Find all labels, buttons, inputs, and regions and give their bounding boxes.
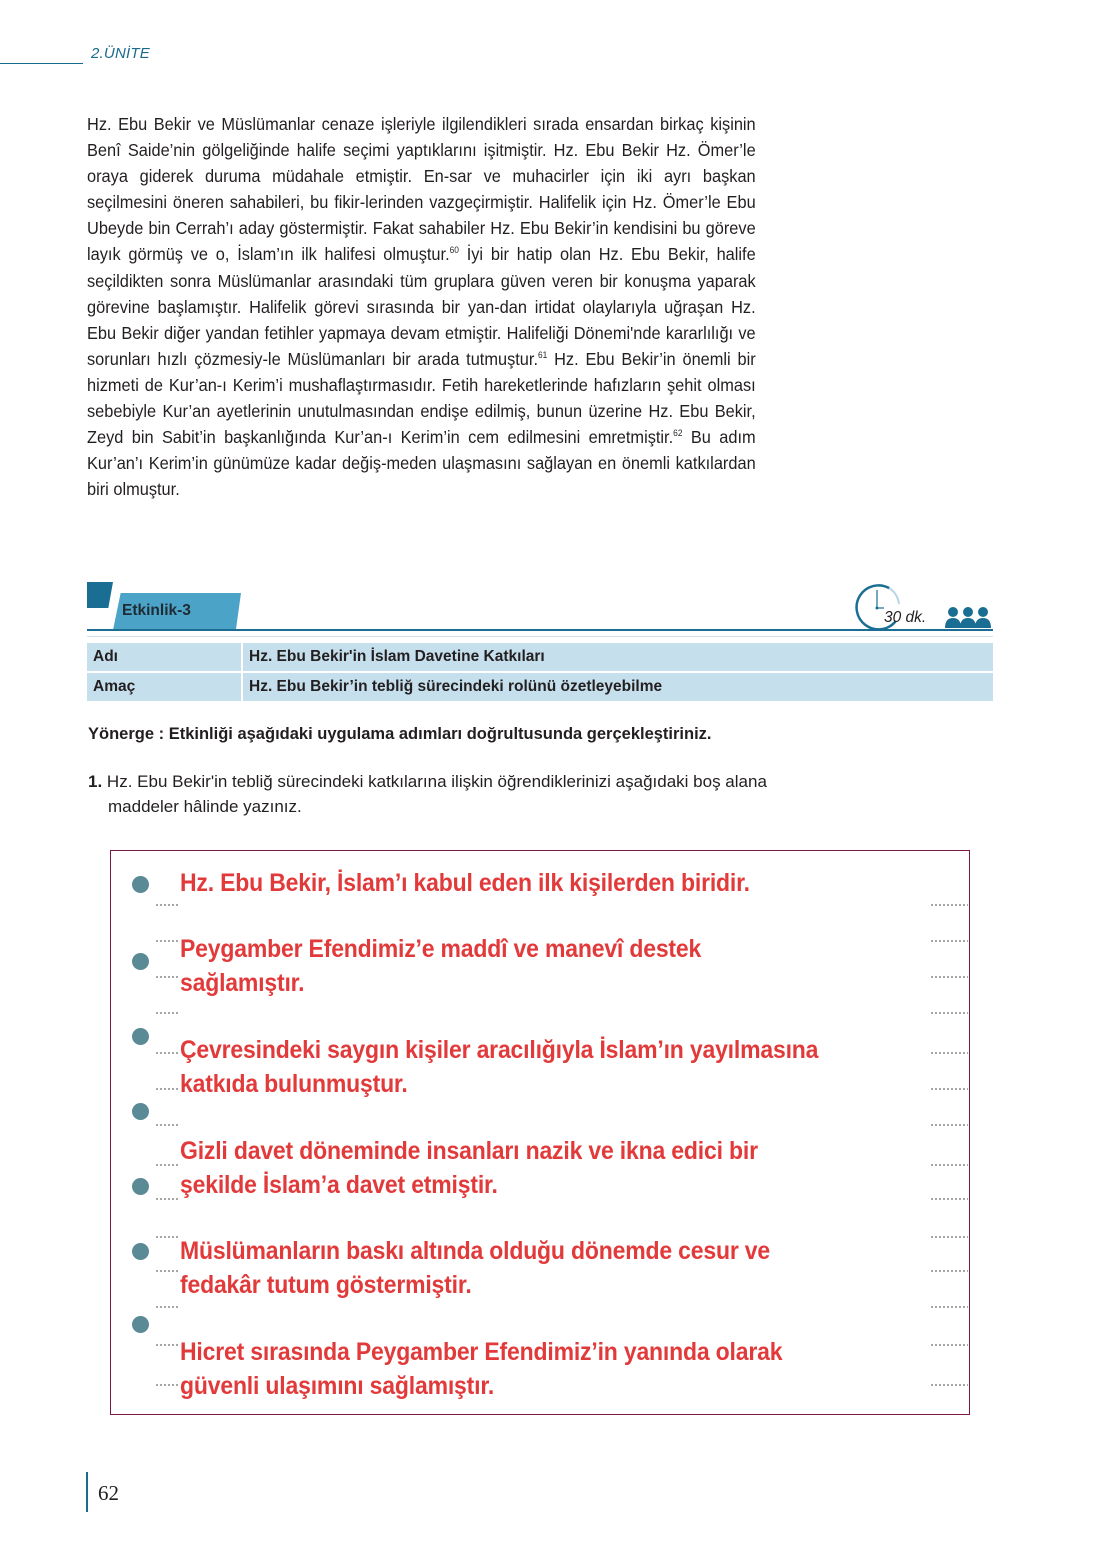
row-label: Amaç xyxy=(87,673,241,701)
answer-line: Müslümanların baskı altında olduğu dönemde cesur ve xyxy=(180,1237,771,1265)
text-line: birkaç kişinin Benî Saide’nin gölgeliğinde halife seçimi yaptıklarını işitmiştir. xyxy=(87,114,756,161)
answer-line: katkıda bulunmuştur. xyxy=(180,1070,408,1098)
unit-label: 2.ÜNİTE xyxy=(91,45,150,62)
text-line: görmüş ve o, İslam’ın ilk halifesi olmuştur. xyxy=(128,244,450,265)
dotted-line xyxy=(930,1088,968,1090)
table-row xyxy=(87,643,993,671)
dotted-line xyxy=(155,1124,179,1126)
dotted-line xyxy=(155,1236,179,1238)
bullet-icon xyxy=(132,953,149,970)
dotted-line xyxy=(155,1052,179,1054)
instruction-label: Yönerge : xyxy=(88,725,165,743)
dotted-line xyxy=(930,1270,968,1272)
step-text: Hz. Ebu Bekir'in tebliğ sürecindeki katkılarına ilişkin öğrendiklerinizi aşağıdaki boş alana xyxy=(106,772,767,791)
page-number: 62 xyxy=(98,1481,119,1505)
instruction-text: Etkinliği aşağıdaki uygulama adımları doğrultusunda gerçekleştiriniz. xyxy=(168,725,712,743)
text-line: halife seçildikten sonra Müslümanlar arasındaki tüm gruplara güven veren xyxy=(87,244,756,291)
answer-line: Gizli davet döneminde insanları nazik ve ikna edici bir xyxy=(180,1137,758,1165)
bullet-icon xyxy=(132,1103,149,1120)
dotted-line xyxy=(155,1344,179,1346)
body-paragraph xyxy=(87,111,756,502)
text-line: lerinden vazgeçirmiştir. Halifelik için Hz. Ömer’le Ebu Ubeyde bin Cerrah’ı xyxy=(87,192,756,239)
dotted-line xyxy=(155,1384,179,1386)
footnote-ref: 60 xyxy=(449,245,459,256)
header-rule xyxy=(0,63,83,64)
step-1 xyxy=(88,769,908,819)
text-line: Bu adım Kur’an’ı Kerim’in günümüze kadar değiş- xyxy=(87,427,756,474)
footnote-ref: 62 xyxy=(673,428,683,439)
answer-line: şekilde İslam’a davet etmiştir. xyxy=(180,1171,498,1199)
activity-marker xyxy=(87,582,113,608)
dotted-line xyxy=(930,1124,968,1126)
dotted-line xyxy=(930,1344,968,1346)
answer-line: sağlamıştır. xyxy=(180,969,305,997)
dotted-line xyxy=(930,1236,968,1238)
bullet-icon xyxy=(132,1243,149,1260)
text-line: Hz. Ebu Bekir’in önemli bir hizmeti xyxy=(87,348,756,395)
dotted-line xyxy=(930,1164,968,1166)
text-line: Hz. Ebu Bekir ve Müslümanlar cenaze işleriyle ilgilendikleri sırada ensardan xyxy=(87,114,654,134)
dotted-line xyxy=(155,940,179,942)
answer-line: güvenli ulaşımını sağlamıştır. xyxy=(180,1372,495,1400)
text-line: aday göstermiştir. Fakat sahabiler Hz. Ebu Bekir’in kendisini bu göreve layık xyxy=(87,218,756,265)
step-number: 1. xyxy=(88,772,103,791)
dotted-line xyxy=(930,1306,968,1308)
dotted-line xyxy=(155,1088,179,1090)
answer-line: Peygamber Efendimiz’e maddî ve manevî destek xyxy=(180,935,702,963)
dotted-line xyxy=(155,976,179,978)
activity-rule-light xyxy=(87,636,993,637)
answer-line: Çevresindeki saygın kişiler aracılığıyla İslam’ın yayılmasına xyxy=(180,1036,819,1064)
dotted-line xyxy=(930,940,968,942)
dotted-line xyxy=(930,904,968,906)
bullet-icon xyxy=(132,1178,149,1195)
text-line: bir konuşma yaparak görevine başlamıştır. Halifelik görevi sırasında bir yan- xyxy=(87,270,756,317)
activity-info-table xyxy=(87,643,993,703)
text-line: edilmesini emretmiştir. xyxy=(507,427,674,448)
dotted-line xyxy=(155,1270,179,1272)
answer-line: fedakâr tutum göstermiştir. xyxy=(180,1271,472,1299)
dotted-line xyxy=(155,1164,179,1166)
text-line: de Kur’an-ı Kerim’i mushaflaştırmasıdır. Fetih hareketlerinde hafızların şehit xyxy=(144,374,702,395)
text-line: meden ulaşmasını sağlayan en önemli katkılardan biri olmuştur. xyxy=(87,453,756,500)
dotted-line xyxy=(930,1384,968,1386)
footnote-ref: 61 xyxy=(537,349,548,360)
dotted-line xyxy=(930,976,968,978)
duration-label: 30 dk. xyxy=(884,609,927,626)
text-line: sar ve muhacirler için iki ayrı başkan seçilmesini öneren sahabileri, bu fikir- xyxy=(87,166,756,213)
text-line: devam etmiştir. Halifeliği Dönemi'nde kararlılığı ve sorunları hızlı çözmesiy- xyxy=(87,322,756,369)
answer-line: Hicret sırasında Peygamber Efendimiz’in yanında olarak xyxy=(180,1338,783,1366)
text-line: dan irtidat olaylarıyla uğraşan Hz. Ebu Bekir diğer yandan fetihler yapmaya xyxy=(87,296,756,343)
text-line: olması sebebiyle Kur’an ayetlerinin unutulmasından endişe edilmiş, bunun xyxy=(87,374,756,422)
table-row xyxy=(87,673,993,701)
dotted-line xyxy=(155,1306,179,1308)
dotted-line xyxy=(930,1012,968,1014)
text-line: İyi bir hatip olan Hz. Ebu Bekir, xyxy=(458,244,709,265)
bullet-icon xyxy=(132,1028,149,1045)
activity-label: Etkinlik-3 xyxy=(122,602,191,619)
footer-rule xyxy=(86,1472,88,1512)
group-icon xyxy=(945,606,991,630)
bullet-icon xyxy=(132,876,149,893)
dotted-line xyxy=(155,1012,179,1014)
dotted-line xyxy=(155,1198,179,1200)
text-line: le Müslümanları bir arada tutmuştur. xyxy=(267,348,538,369)
instruction xyxy=(88,725,712,744)
row-value: Hz. Ebu Bekir'in İslam Davetine Katkıları xyxy=(243,643,993,671)
dotted-line xyxy=(155,904,179,906)
row-value: Hz. Ebu Bekir’in tebliğ sürecindeki rolünü özetleyebilme xyxy=(243,673,993,701)
dotted-line xyxy=(930,1052,968,1054)
dotted-line xyxy=(930,1198,968,1200)
text-line: Hz. Ebu Bekir Hz. Ömer’le oraya giderek duruma müdahale etmiştir. En- xyxy=(87,140,756,187)
answer-line: Hz. Ebu Bekir, İslam’ı kabul eden ilk kişilerden biridir. xyxy=(180,869,750,897)
text-line: üzerine Hz. Ebu Bekir, Zeyd bin Sabit’in başkanlığında Kur’an-ı Kerim’in cem xyxy=(87,401,756,448)
step-text-cont: maddeler hâlinde yazınız. xyxy=(108,797,302,816)
bullet-icon xyxy=(132,1316,149,1333)
row-label: Adı xyxy=(87,643,241,671)
